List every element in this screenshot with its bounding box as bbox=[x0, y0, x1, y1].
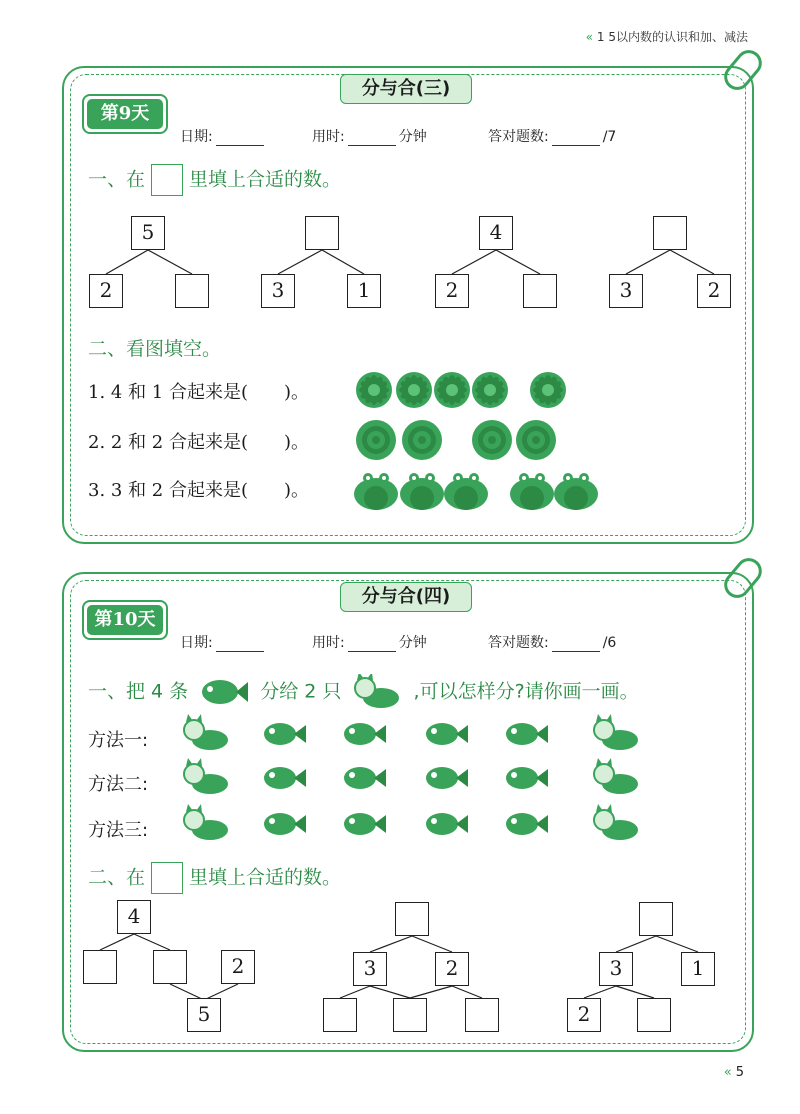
tree-3-top: 4 bbox=[479, 216, 513, 250]
section-heading-1: 一、在 里填上合适的数。 bbox=[88, 164, 341, 196]
tree-1-left: 2 bbox=[89, 274, 123, 308]
question-3: 3. 3 和 2 合起来是( )。 bbox=[88, 480, 310, 501]
tree-4-left: 3 bbox=[609, 274, 643, 308]
time-field: 用时: 分钟 bbox=[312, 129, 427, 145]
date-field: 日期: bbox=[180, 632, 267, 652]
tree-2-left: 3 bbox=[261, 274, 295, 308]
tree-1-top: 5 bbox=[131, 216, 165, 250]
section-heading-3: 一、把 4 条 分给 2 只 ,可以怎样分?请你画一画。 bbox=[88, 674, 639, 710]
treeA-top: 4 bbox=[117, 900, 151, 934]
treeA-middle[interactable] bbox=[153, 950, 187, 984]
page-number: « 5 bbox=[723, 1065, 744, 1080]
lesson-title: 分与合(四) bbox=[340, 582, 472, 612]
treeC-right: 1 bbox=[681, 952, 715, 986]
score-field: 答对题数: /6 bbox=[488, 635, 617, 651]
method-1-label: 方法一: bbox=[88, 730, 149, 751]
section-heading-2: 二、看图填空。 bbox=[88, 338, 222, 360]
treeA-right: 2 bbox=[221, 950, 255, 984]
tree-4-right: 2 bbox=[697, 274, 731, 308]
chapter-title: 1 5以内数的认识和加、减法 bbox=[596, 30, 748, 44]
treeB-bottom-3[interactable] bbox=[465, 998, 499, 1032]
day-badge: 第9天 bbox=[82, 94, 168, 134]
section-heading-4: 二、在 里填上合适的数。 bbox=[88, 862, 341, 894]
treeB-right: 2 bbox=[435, 952, 469, 986]
treeB-bottom-1[interactable] bbox=[323, 998, 357, 1032]
treeB-top[interactable] bbox=[395, 902, 429, 936]
lesson-title: 分与合(三) bbox=[340, 74, 472, 104]
day-badge: 第10天 bbox=[82, 600, 168, 640]
tree-3-left: 2 bbox=[435, 274, 469, 308]
treeB-left: 3 bbox=[353, 952, 387, 986]
double-chevron-icon: « bbox=[723, 1065, 732, 1080]
treeB-bottom-2[interactable] bbox=[393, 998, 427, 1032]
treeA-left[interactable] bbox=[83, 950, 117, 984]
treeC-bottom-2[interactable] bbox=[637, 998, 671, 1032]
treeA-bottom: 5 bbox=[187, 998, 221, 1032]
score-field: 答对题数: /7 bbox=[488, 129, 617, 145]
tree-2-right: 1 bbox=[347, 274, 381, 308]
treeC-bottom-1: 2 bbox=[567, 998, 601, 1032]
date-field: 日期: bbox=[180, 126, 267, 146]
method-2-label: 方法二: bbox=[88, 774, 149, 795]
time-field: 用时: 分钟 bbox=[312, 635, 427, 651]
double-chevron-icon: « bbox=[585, 30, 593, 44]
method-3-label: 方法三: bbox=[88, 820, 149, 841]
treeC-left: 3 bbox=[599, 952, 633, 986]
treeC-top[interactable] bbox=[639, 902, 673, 936]
question-2: 2. 2 和 2 合起来是( )。 bbox=[88, 432, 310, 453]
question-1: 1. 4 和 1 合起来是( )。 bbox=[88, 382, 310, 403]
